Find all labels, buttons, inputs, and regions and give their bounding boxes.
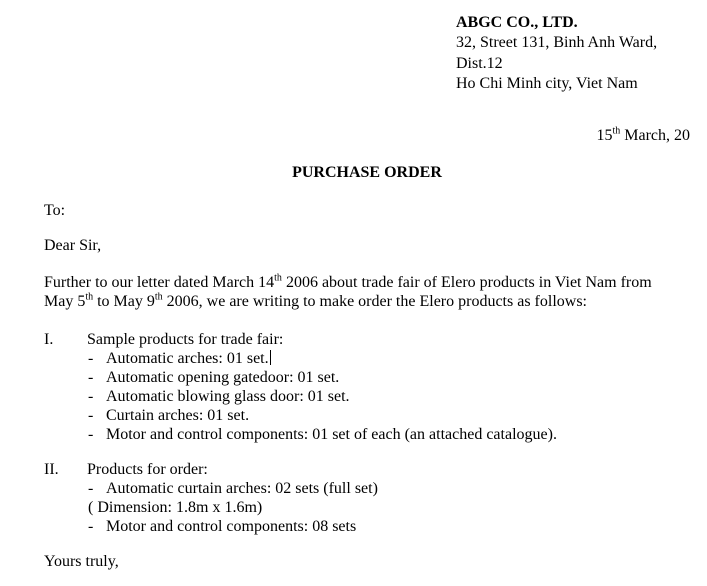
letterhead xyxy=(456,13,657,94)
list-item-text: Automatic blowing glass door: 01 set. xyxy=(106,388,350,405)
list-item-text: Automatic curtain arches: 02 sets (full set) xyxy=(106,480,378,497)
list-item-text: Automatic opening gatedoor: 01 set. xyxy=(106,369,340,386)
section-heading-row xyxy=(44,330,690,349)
section-numeral: II. xyxy=(44,461,59,478)
greeting: Dear Sir, xyxy=(44,237,102,254)
address-line-3: Ho Chi Minh city, Viet Nam xyxy=(456,74,638,92)
list-item xyxy=(44,349,690,368)
list-item xyxy=(44,368,690,387)
address-line-1: 32, Street 131, Binh Anh Ward, xyxy=(456,34,658,52)
date-line xyxy=(44,126,690,145)
dash-bullet: - xyxy=(88,369,94,386)
document-title: PURCHASE ORDER xyxy=(292,164,442,181)
intro-text-1: Further to our letter dated March 14 xyxy=(44,274,275,291)
list-item-text: Automatic arches: 01 set. xyxy=(106,350,269,367)
closing-line: Yours truly, xyxy=(44,553,119,570)
to-label: To: xyxy=(44,202,66,219)
intro-text-2: 2006 about trade fair of Elero products in Viet Nam from xyxy=(281,274,652,291)
dash-bullet: - xyxy=(88,388,94,405)
intro-sup-3: th xyxy=(154,291,163,303)
intro-sup-1: th xyxy=(274,272,282,284)
list-item-text: Motor and control components: 01 set of each (an attached catalogue). xyxy=(106,426,557,443)
intro-text-4: to May 9 xyxy=(93,293,155,310)
list-item xyxy=(44,406,690,425)
list-item-text: Motor and control components: 08 sets xyxy=(106,518,357,535)
date-day: 15 xyxy=(596,127,613,144)
section-numeral: I. xyxy=(44,331,54,348)
section-heading: Products for order: xyxy=(87,461,208,478)
address-line-2: Dist.12 xyxy=(456,54,503,72)
section-sample-products xyxy=(44,330,690,444)
intro-text-5: 2006, we are writing to make order the Elero products as follows: xyxy=(162,293,587,310)
list-item xyxy=(44,425,690,444)
section-products-for-order xyxy=(44,460,690,536)
list-item-text: Curtain arches: 01 set. xyxy=(106,407,250,424)
section-heading: Sample products for trade fair: xyxy=(87,331,284,348)
intro-text-3: May 5 xyxy=(44,293,86,310)
date-ordinal: th xyxy=(612,125,621,137)
date-rest: March, 20 xyxy=(620,127,690,144)
dash-bullet: - xyxy=(88,426,94,443)
intro-paragraph xyxy=(44,273,676,311)
intro-sup-2: th xyxy=(85,291,94,303)
list-item xyxy=(44,517,690,536)
dash-bullet: - xyxy=(88,480,94,497)
text-cursor xyxy=(270,350,271,365)
dash-bullet: - xyxy=(88,350,94,367)
dimension-note: ( Dimension: 1.8m x 1.6m) xyxy=(88,499,263,516)
list-item xyxy=(44,387,690,406)
dash-bullet: - xyxy=(88,407,94,424)
company-name: ABGC CO., LTD. xyxy=(456,14,578,31)
list-item xyxy=(44,479,690,498)
dash-bullet: - xyxy=(88,518,94,535)
section-heading-row xyxy=(44,460,690,479)
